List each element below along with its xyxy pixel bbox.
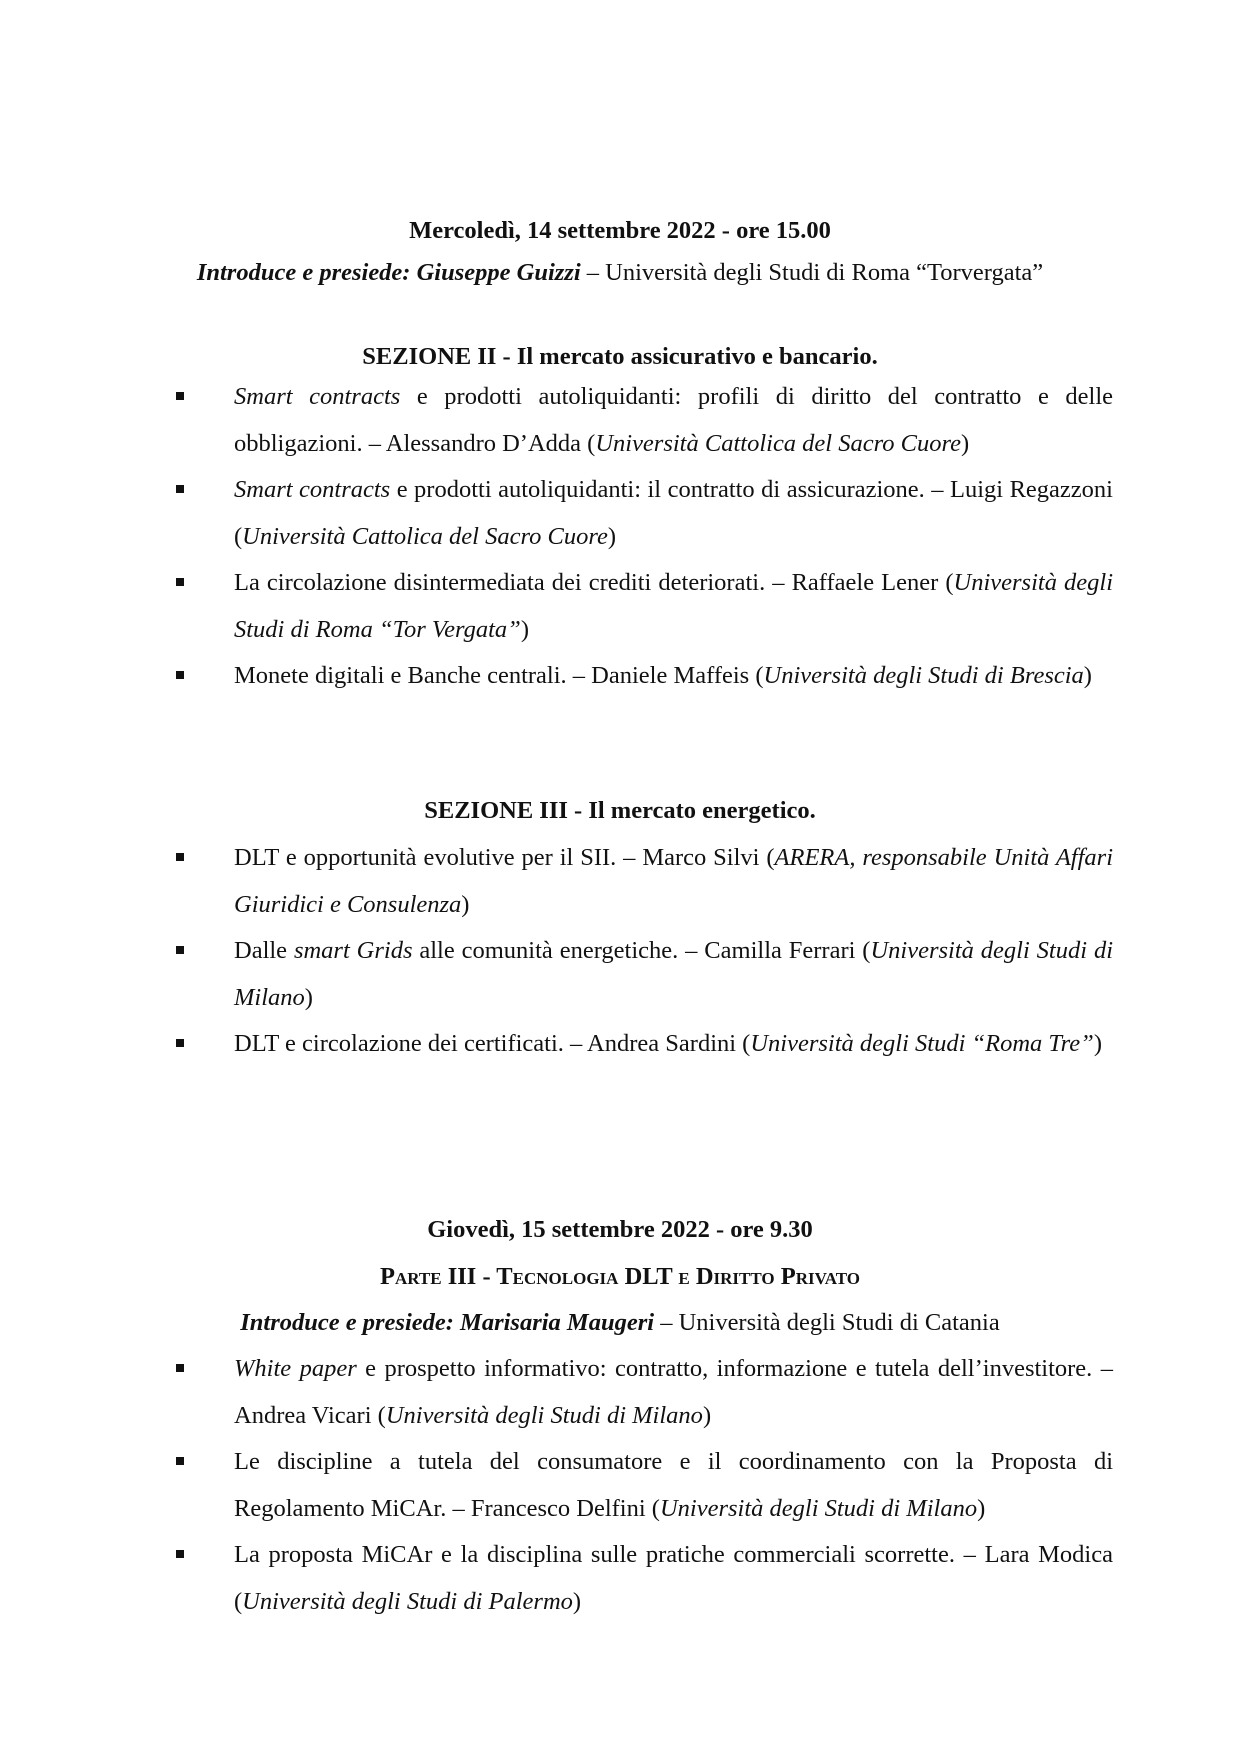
list-item: La proposta MiCAr e la disciplina sulle pratiche commerciali scorrette. – Lara Modica (Università degli Studi di Palermo)	[0, 1532, 1240, 1625]
day1-date-line: Mercoledì, 14 settembre 2022 - ore 15.00	[409, 217, 831, 244]
section2-title: SEZIONE II - Il mercato assicurativo e bancario.	[362, 343, 878, 370]
list-item: Smart contracts e prodotti autoliquidanti: il contratto di assicurazione. – Luigi Regazzoni (Università Cattolica del Sacro Cuore)	[0, 467, 1240, 560]
bullet-icon	[176, 946, 184, 954]
list-item: Smart contracts e prodotti autoliquidanti: profili di diritto del contratto e delle obbligazioni. – Alessandro D’Adda (Università Cattolica del Sacro Cuore)	[0, 374, 1240, 467]
list-item: Monete digitali e Banche centrali. – Daniele Maffeis (Università degli Studi di Brescia)	[0, 653, 1240, 700]
bullet-icon	[176, 1457, 184, 1465]
list-item: DLT e opportunità evolutive per il SII. – Marco Silvi (ARERA, responsabile Unità Affari Giuridici e Consulenza)	[0, 835, 1240, 928]
bullet-icon	[176, 1364, 184, 1372]
day1-chair-affiliation: – Università degli Studi di Roma “Torvergata”	[580, 259, 1044, 286]
bullet-icon	[176, 671, 184, 679]
section3-title: SEZIONE III - Il mercato energetico.	[424, 797, 816, 824]
day2-chair-line	[0, 1307, 1240, 1339]
bullet-icon	[176, 1550, 184, 1558]
bullet-icon	[176, 853, 184, 861]
list-item: Dalle smart Grids alle comunità energetiche. – Camilla Ferrari (Università degli Studi di Milano)	[0, 928, 1240, 1021]
bullet-icon	[176, 392, 184, 400]
day1-chair-name: Introduce e presiede: Giuseppe Guizzi	[196, 259, 581, 286]
bullet-icon	[176, 1039, 184, 1047]
day2-chair-name: Introduce e presiede: Marisaria Maugeri	[240, 1309, 655, 1336]
day2-list	[0, 1346, 1240, 1625]
list-item: La circolazione disintermediata dei crediti deteriorati. – Raffaele Lener (Università degli Studi di Roma “Tor Vergata”)	[0, 560, 1240, 653]
section2-list	[0, 374, 1240, 700]
section3-list	[0, 835, 1240, 1068]
bullet-icon	[176, 578, 184, 586]
day2-date-line: Giovedì, 15 settembre 2022 - ore 9.30	[427, 1216, 813, 1243]
day1-chair-line	[0, 257, 1240, 289]
list-item: White paper e prospetto informativo: contratto, informazione e tutela dell’investitore. – Andrea Vicari (Università degli Studi di Milano)	[0, 1346, 1240, 1439]
day2-chair-affiliation: – Università degli Studi di Catania	[654, 1309, 1000, 1336]
bullet-icon	[176, 485, 184, 493]
day2-part-title: Parte III - Tecnologia DLT e Diritto Privato	[380, 1263, 860, 1290]
list-item: Le discipline a tutela del consumatore e il coordinamento con la Proposta di Regolamento MiCAr. – Francesco Delfini (Università degli Studi di Milano)	[0, 1439, 1240, 1532]
list-item: DLT e circolazione dei certificati. – Andrea Sardini (Università degli Studi “Roma Tre”)	[0, 1021, 1240, 1068]
